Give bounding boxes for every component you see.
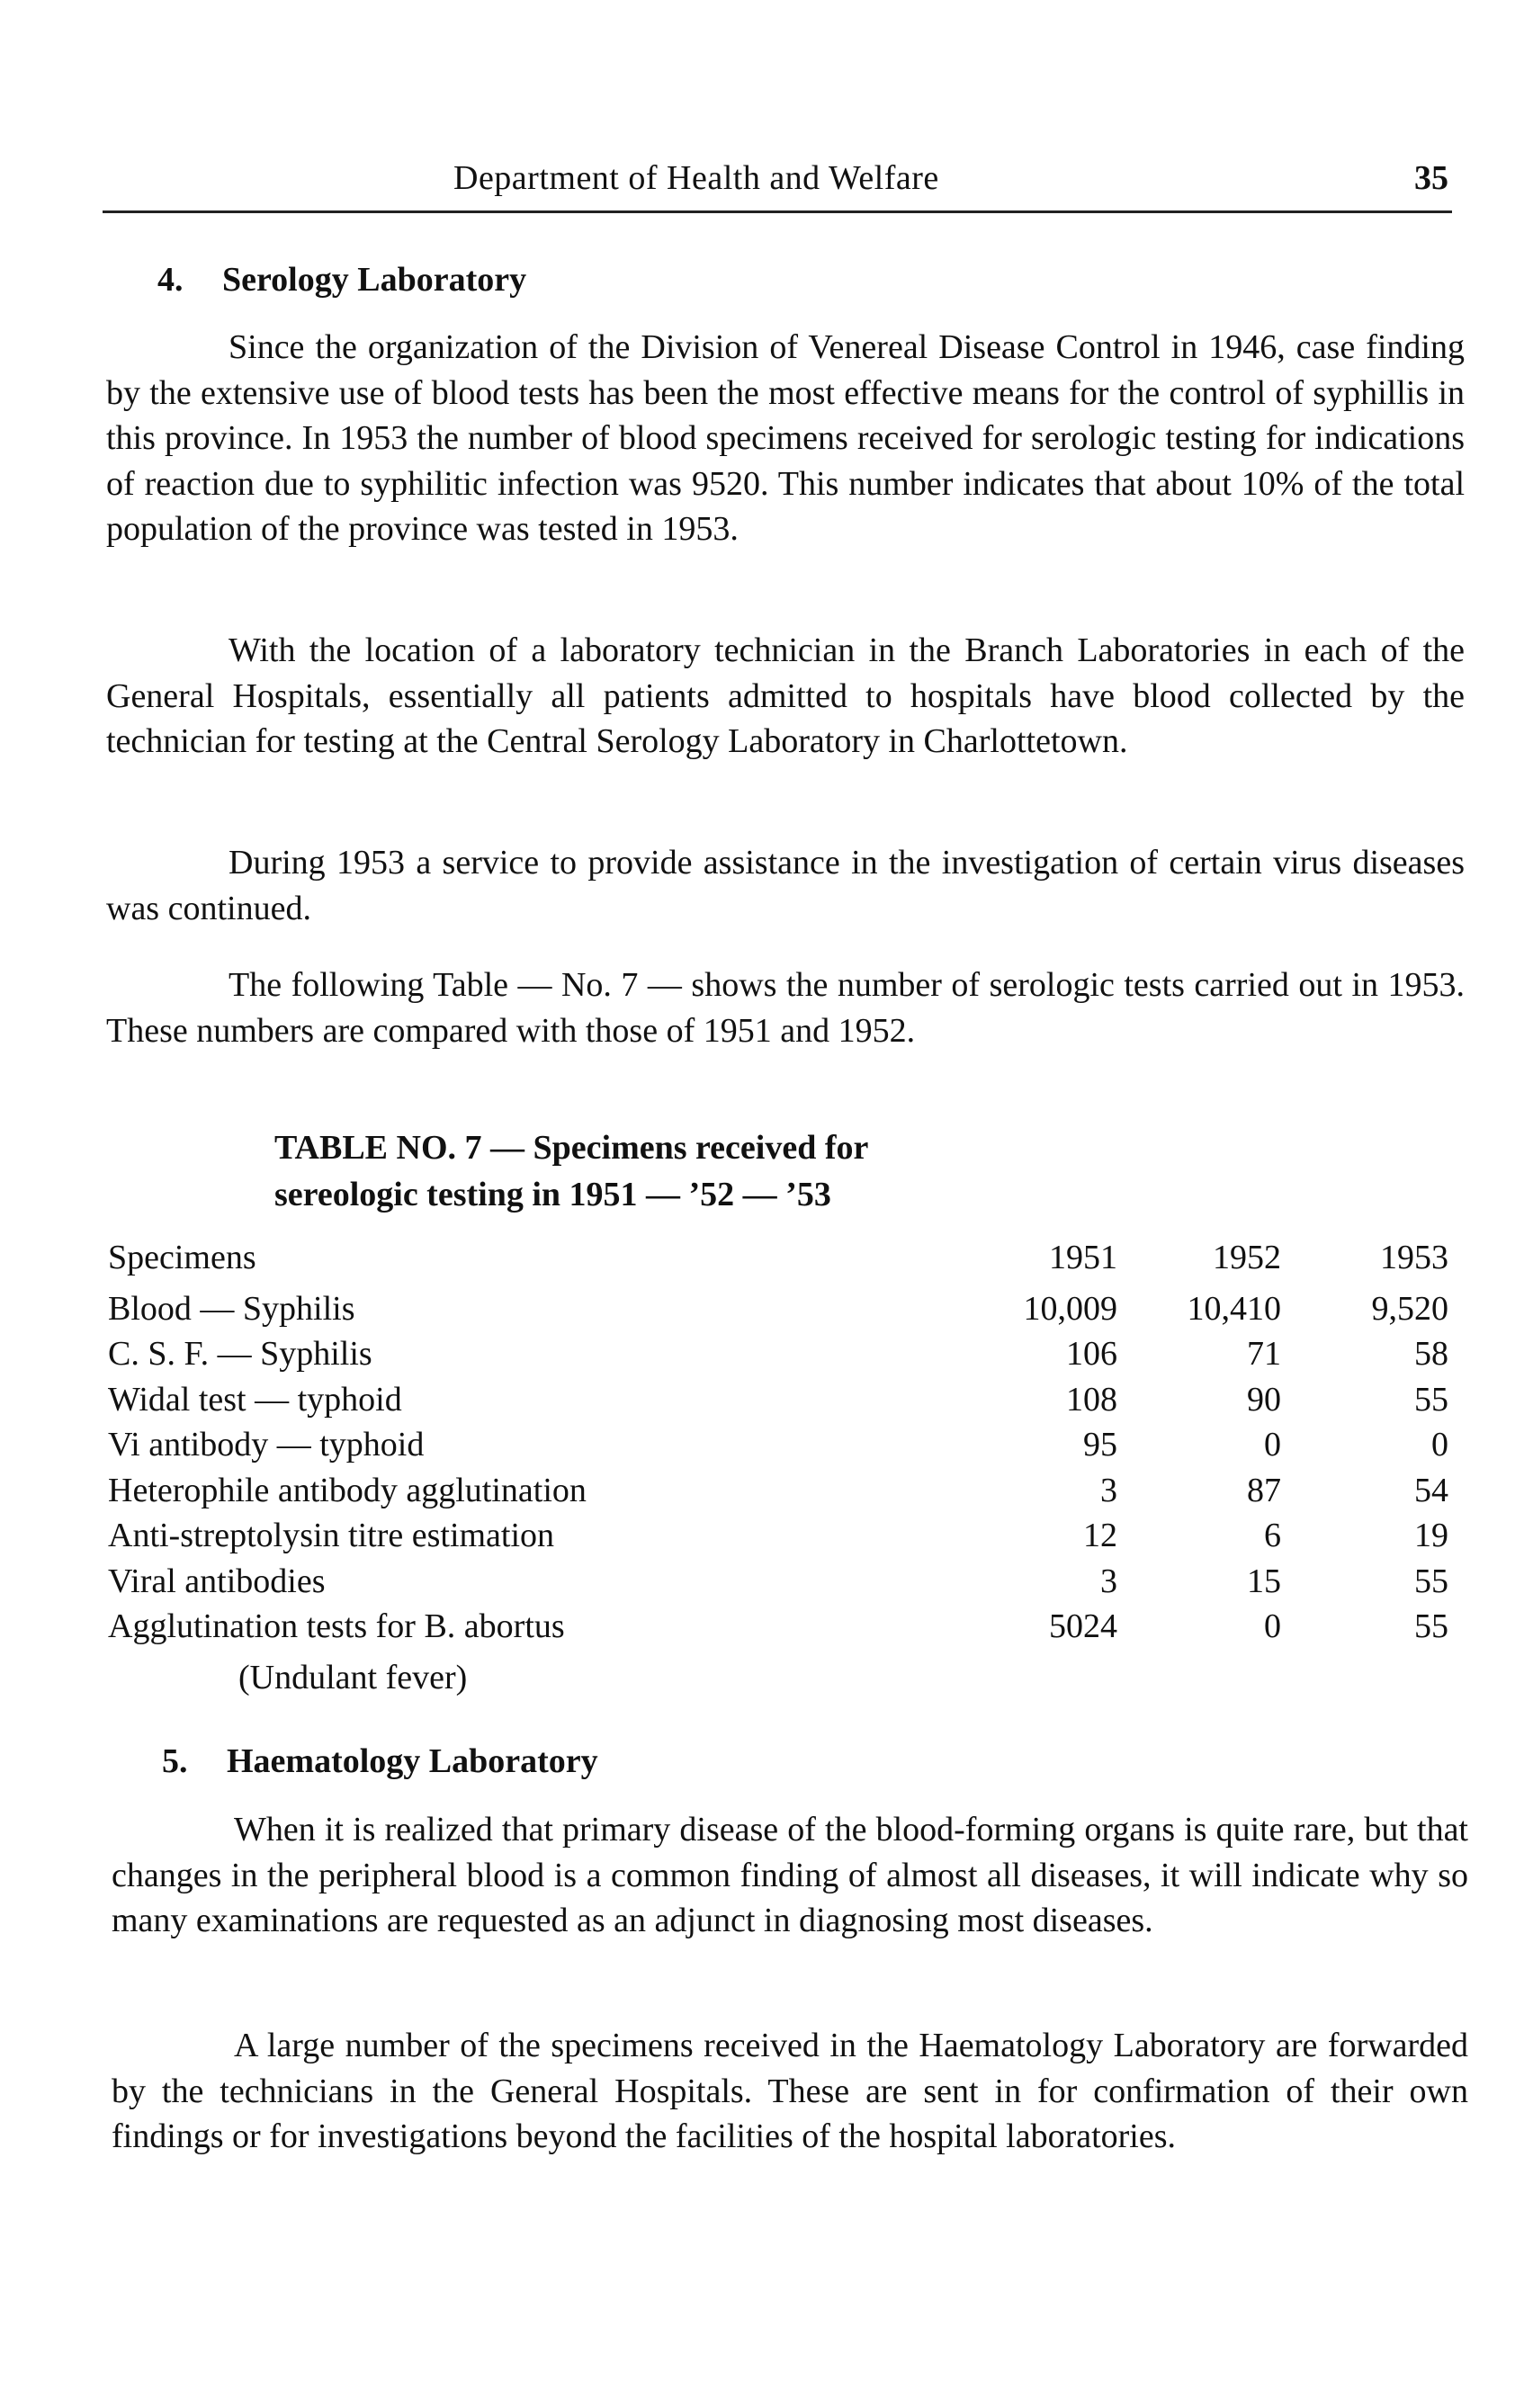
cell-1953: 0 — [1431, 1426, 1448, 1464]
cell-1952: 15 — [1247, 1562, 1281, 1600]
cell-1952: 90 — [1247, 1380, 1281, 1419]
caption-line: TABLE NO. 7 — Specimens received for — [274, 1129, 869, 1167]
caption-line: sereologic testing in 1951 — ’52 — ’53 — [274, 1176, 831, 1213]
row-label: Anti-streptolysin titre estimation — [108, 1517, 555, 1554]
row-label: Viral antibodies — [108, 1562, 326, 1600]
cell-1952: 71 — [1247, 1335, 1281, 1373]
cell-1953: 58 — [1414, 1335, 1448, 1373]
cell-1953: 9,520 — [1371, 1289, 1448, 1328]
table-footnote-row — [108, 1650, 1367, 1702]
row-label: C. S. F. — Syphilis — [108, 1335, 372, 1373]
column-header-1953: 1953 — [1380, 1239, 1448, 1276]
cell-1953: 55 — [1414, 1562, 1448, 1600]
cell-1951: 3 — [1100, 1471, 1117, 1509]
table-footnote: (Undulant fever) — [238, 1658, 468, 1696]
paragraph: When it is realized that primary disease of the blood-forming organs is quite rare, but that changes in the peripheral blood is a common finding of almost all diseases, it will indicate why so many examinations are requested as an adjunct in diagnosing most diseases. — [112, 1811, 1468, 1939]
paragraph: During 1953 a service to provide assistance in the investigation of certain virus diseases was continued. — [106, 844, 1465, 927]
section-number: 5. — [162, 1742, 188, 1780]
cell-1951: 5024 — [1049, 1607, 1117, 1645]
table-row — [108, 1513, 1448, 1559]
cell-1952: 0 — [1264, 1607, 1281, 1645]
section-number: 4. — [157, 261, 184, 299]
cell-1951: 10,009 — [1023, 1289, 1117, 1328]
cell-1951: 106 — [1066, 1335, 1117, 1373]
cell-1953: 55 — [1414, 1380, 1448, 1419]
row-label: Blood — Syphilis — [108, 1289, 355, 1328]
section-title: Haematology Laboratory — [227, 1742, 598, 1780]
cell-1952: 87 — [1247, 1471, 1281, 1509]
cell-1951: 95 — [1083, 1426, 1117, 1464]
cell-1951: 12 — [1083, 1517, 1117, 1554]
cell-1952: 6 — [1264, 1517, 1281, 1554]
cell-1953: 19 — [1414, 1517, 1448, 1554]
table-row — [108, 1468, 1448, 1514]
row-label: Vi antibody — typhoid — [108, 1426, 425, 1464]
running-title: Department of Health and Welfare — [453, 159, 939, 197]
table-header-row — [108, 1235, 1448, 1281]
cell-1953: 54 — [1414, 1471, 1448, 1509]
running-header — [103, 151, 1452, 213]
cell-1951: 3 — [1100, 1562, 1117, 1600]
table-row — [108, 1331, 1448, 1377]
table-row — [108, 1377, 1448, 1423]
cell-1951: 108 — [1066, 1380, 1117, 1419]
table-caption — [274, 1124, 1084, 1218]
paragraph: The following Table — No. 7 — shows the number of serologic tests carried out in 1953. These numbers are compared with those of 1951 and 1952. — [106, 966, 1465, 1050]
section-heading-haematology — [162, 1739, 598, 1784]
column-header-1951: 1951 — [1049, 1239, 1117, 1276]
table-row — [108, 1286, 1448, 1332]
row-label: Agglutination tests for B. abortus — [108, 1607, 565, 1645]
section-title: Serology Laboratory — [222, 261, 527, 299]
table-row — [108, 1422, 1448, 1468]
column-header-specimens: Specimens — [108, 1239, 256, 1276]
paragraph: With the location of a laboratory technician in the Branch Laboratories in each of the General Hospitals, essentially all patients admitted to hospitals have blood collected by the technician for testing at the Central Serology Laboratory in Charlottetown. — [106, 631, 1465, 760]
cell-1952: 10,410 — [1187, 1289, 1281, 1328]
cell-1953: 55 — [1414, 1607, 1448, 1645]
page-number: 35 — [1414, 159, 1448, 197]
table-row — [108, 1604, 1448, 1650]
paragraph: A large number of the specimens received in the Haematology Laboratory are forwarded by the technicians in the General Hospitals. These are sent in for confirmation of their own findings or for investigations beyond the facilities of the hospital laboratories. — [112, 2027, 1468, 2155]
row-label: Heterophile antibody agglutination — [108, 1471, 587, 1509]
table-row — [108, 1559, 1448, 1605]
column-header-1952: 1952 — [1213, 1239, 1281, 1276]
specimens-table — [108, 1235, 1448, 1702]
section-heading-serology — [157, 257, 526, 302]
cell-1952: 0 — [1264, 1426, 1281, 1464]
paragraph: Since the organization of the Division of Venereal Disease Control in 1946, case finding by the extensive use of blood tests has been the most effective means for the control of syphillis in this province. In 1953 the number of blood specimens received for serologic testing for indications of reaction due to syphilitic infection was 9520. This number indicates that about 10% of the total population of the province was tested in 1953. — [106, 328, 1465, 548]
row-label: Widal test — typhoid — [108, 1380, 402, 1419]
